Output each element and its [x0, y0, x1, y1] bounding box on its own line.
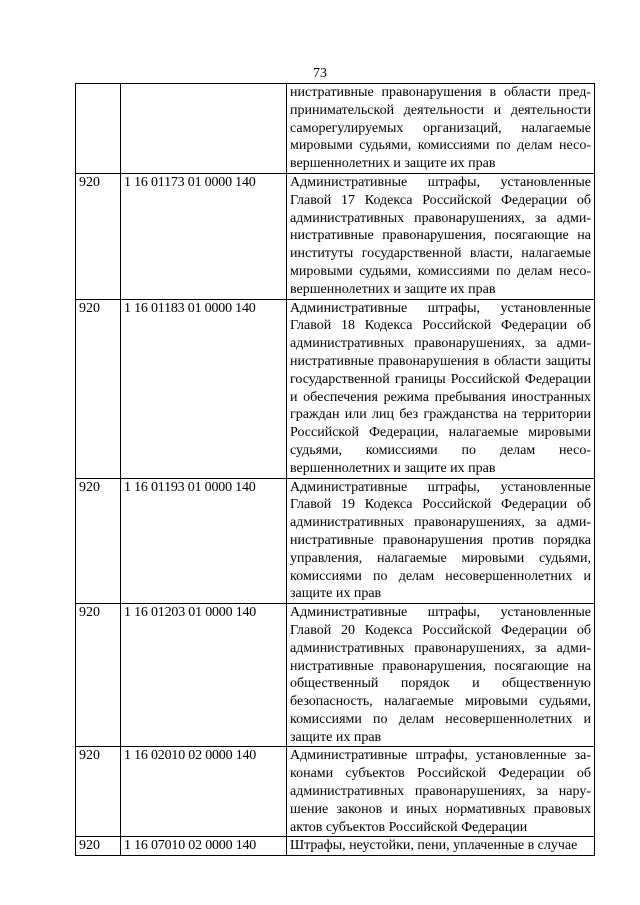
- description-cell: Административные штрафы, установленные Главой 20 Кодекса Российской Федерации об административных правонарушениях, за административные правонарушения, посягающие на общественный порядок и общественную безопасность, налагаемые мировыми судьями, комиссиями по делам несовершеннолетних и защите их прав: [287, 604, 595, 747]
- admin-code-cell: 920: [76, 604, 121, 747]
- page-number: 73: [313, 66, 327, 81]
- table-row: [76, 747, 595, 837]
- description-cell: Административные штрафы, установленные Главой 19 Кодекса Российской Федерации об административных правонарушениях, за административные правонарушения против порядка управления, налагаемые мировыми судьями, комиссиями по делам несовершеннолетних и защите их прав: [287, 478, 595, 604]
- budget-code-cell: 1 16 01183 01 0000 140: [121, 299, 287, 478]
- admin-code-cell: 920: [76, 299, 121, 478]
- table-row: [76, 84, 595, 174]
- table-row: [76, 837, 595, 856]
- admin-code-cell: 920: [76, 478, 121, 604]
- admin-code-cell: 920: [76, 173, 121, 299]
- admin-code-cell: 920: [76, 747, 121, 837]
- description-cell: нистративные правонарушения в области предпринимательской деятельности и деятельности саморегулируемых организаций, налагаемые мировыми судьями, комиссиями по делам несовершеннолетних и защите их прав: [287, 84, 595, 174]
- description-cell: Административные штрафы, установленные Главой 18 Кодекса Российской Федерации об административных правонарушениях, за административные правонарушения в области защиты государственной границы Российской Федерации и обеспечения режима пребывания иностранных граждан или лиц без гражданства на территории Российской Федерации, налагаемые мировыми судьями, комиссиями по делам несовершеннолетних и защите их прав: [287, 299, 595, 478]
- admin-code-cell: [76, 84, 121, 174]
- budget-code-cell: [121, 84, 287, 174]
- budget-code-cell: 1 16 02010 02 0000 140: [121, 747, 287, 837]
- admin-code-cell: 920: [76, 837, 121, 856]
- description-cell: Административные штрафы, установленные законами субъектов Российской Федерации об административных правонарушениях, за нарушение законов и иных нормативных правовых актов субъектов Российской Федерации: [287, 747, 595, 837]
- table-row: [76, 478, 595, 604]
- description-cell: Административные штрафы, установленные Главой 17 Кодекса Российской Федерации об административных правонарушениях, за административные правонарушения, посягающие на институты государственной власти, налагаемые мировыми судьями, комиссиями по делам несовершеннолетних и защите их прав: [287, 173, 595, 299]
- budget-code-cell: 1 16 01203 01 0000 140: [121, 604, 287, 747]
- budget-code-cell: 1 16 01193 01 0000 140: [121, 478, 287, 604]
- budget-code-cell: 1 16 07010 02 0000 140: [121, 837, 287, 856]
- budget-code-cell: 1 16 01173 01 0000 140: [121, 173, 287, 299]
- description-cell: Штрафы, неустойки, пени, уплаченные в случае: [287, 837, 595, 856]
- table-row: [76, 299, 595, 478]
- table-row: [76, 604, 595, 747]
- table-row: [76, 173, 595, 299]
- budget-codes-table: [75, 83, 595, 856]
